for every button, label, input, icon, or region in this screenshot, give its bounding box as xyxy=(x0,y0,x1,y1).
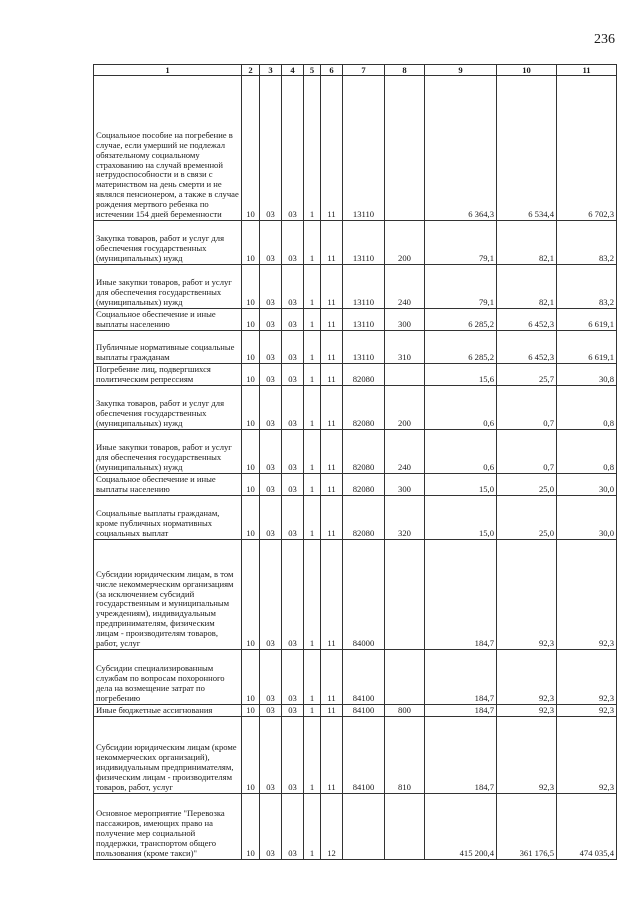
cell-program: 03 xyxy=(282,430,304,474)
cell-amount-3: 6 619,1 xyxy=(557,309,617,331)
row-name: Закупка товаров, работ и услуг для обеспечения государственных (муниципальных) нужд xyxy=(94,221,242,265)
cell-amount-3: 0,8 xyxy=(557,430,617,474)
cell-subprogram: 1 xyxy=(304,76,321,221)
column-header: 10 xyxy=(497,65,557,76)
cell-subprogram: 1 xyxy=(304,717,321,794)
cell-amount-2: 92,3 xyxy=(497,717,557,794)
cell-amount-3: 92,3 xyxy=(557,540,617,650)
cell-subsection: 03 xyxy=(260,540,282,650)
cell-subprogram: 1 xyxy=(304,650,321,705)
cell-direction: 13110 xyxy=(343,265,385,309)
cell-subprogram: 1 xyxy=(304,540,321,650)
cell-amount-3: 92,3 xyxy=(557,705,617,717)
cell-subsection: 03 xyxy=(260,496,282,540)
column-header: 1 xyxy=(94,65,242,76)
cell-section: 10 xyxy=(242,705,260,717)
table-row xyxy=(94,331,617,364)
column-header: 3 xyxy=(260,65,282,76)
table-header-row xyxy=(94,65,617,76)
cell-direction: 82080 xyxy=(343,474,385,496)
cell-subsection: 03 xyxy=(260,331,282,364)
row-name: Субсидии юридическим лицам, в том числе некоммерческим организациям (за исключением субсидий государственным и муниципальным учреждениям), индивидуальным предпринимателям, физическим лицам - производителям товаров, работ, услуг xyxy=(94,540,242,650)
column-header: 2 xyxy=(242,65,260,76)
row-name: Основное мероприятие "Перевозка пассажиров, имеющих право на получение мер социальной поддержки, транспортом общего пользования (кроме такси)" xyxy=(94,794,242,860)
cell-subsection: 03 xyxy=(260,309,282,331)
cell-amount-3: 92,3 xyxy=(557,717,617,794)
cell-amount-2: 92,3 xyxy=(497,705,557,717)
cell-section: 10 xyxy=(242,650,260,705)
cell-subsection: 03 xyxy=(260,430,282,474)
table-row xyxy=(94,474,617,496)
cell-amount-3: 0,8 xyxy=(557,386,617,430)
cell-program: 03 xyxy=(282,386,304,430)
cell-direction: 84000 xyxy=(343,540,385,650)
cell-amount-3: 83,2 xyxy=(557,221,617,265)
cell-amount-2: 6 534,4 xyxy=(497,76,557,221)
cell-amount-2: 92,3 xyxy=(497,650,557,705)
column-header: 6 xyxy=(321,65,343,76)
table-row xyxy=(94,540,617,650)
cell-amount-2: 0,7 xyxy=(497,386,557,430)
cell-section: 10 xyxy=(242,430,260,474)
cell-amount-1: 184,7 xyxy=(425,705,497,717)
cell-program: 03 xyxy=(282,265,304,309)
cell-amount-1: 79,1 xyxy=(425,265,497,309)
column-header: 4 xyxy=(282,65,304,76)
cell-program: 03 xyxy=(282,309,304,331)
cell-amount-1: 415 200,4 xyxy=(425,794,497,860)
cell-section: 10 xyxy=(242,540,260,650)
cell-amount-2: 0,7 xyxy=(497,430,557,474)
cell-subsection: 03 xyxy=(260,76,282,221)
cell-program: 03 xyxy=(282,705,304,717)
cell-amount-2: 25,0 xyxy=(497,496,557,540)
cell-subsection: 03 xyxy=(260,221,282,265)
cell-section: 10 xyxy=(242,76,260,221)
cell-expense-type xyxy=(385,650,425,705)
row-name: Публичные нормативные социальные выплаты гражданам xyxy=(94,331,242,364)
cell-amount-3: 92,3 xyxy=(557,650,617,705)
cell-section: 10 xyxy=(242,496,260,540)
cell-direction: 82080 xyxy=(343,430,385,474)
cell-amount-1: 184,7 xyxy=(425,717,497,794)
cell-subprogram: 1 xyxy=(304,364,321,386)
row-name: Субсидии юридическим лицам (кроме некоммерческих организаций), индивидуальным предпринимателям, физическим лицам - производителям товаров, работ, услуг xyxy=(94,717,242,794)
cell-section: 10 xyxy=(242,794,260,860)
column-header: 7 xyxy=(343,65,385,76)
row-name: Социальное обеспечение и иные выплаты населению xyxy=(94,309,242,331)
cell-direction: 82080 xyxy=(343,496,385,540)
cell-subprogram: 1 xyxy=(304,430,321,474)
column-header: 11 xyxy=(557,65,617,76)
cell-amount-3: 474 035,4 xyxy=(557,794,617,860)
cell-section: 10 xyxy=(242,474,260,496)
cell-expense-type: 200 xyxy=(385,221,425,265)
cell-program: 03 xyxy=(282,474,304,496)
table-row xyxy=(94,430,617,474)
row-name: Социальное пособие на погребение в случае, если умерший не подлежал обязательному социальному страхованию на случай временной нетрудоспособности и в связи с материнством на день смерти и не являлся пенсионером, а также в случае рождения мертвого ребенка по истечении 154 дней беременности xyxy=(94,76,242,221)
cell-amount-2: 92,3 xyxy=(497,540,557,650)
table-row xyxy=(94,794,617,860)
cell-subprogram: 1 xyxy=(304,386,321,430)
cell-expense-type: 320 xyxy=(385,496,425,540)
cell-direction: 13110 xyxy=(343,309,385,331)
row-name: Иные закупки товаров, работ и услуг для обеспечения государственных (муниципальных) нужд xyxy=(94,265,242,309)
cell-event: 11 xyxy=(321,705,343,717)
cell-direction xyxy=(343,794,385,860)
cell-amount-1: 0,6 xyxy=(425,386,497,430)
cell-program: 03 xyxy=(282,221,304,265)
cell-amount-2: 6 452,3 xyxy=(497,309,557,331)
cell-amount-1: 184,7 xyxy=(425,650,497,705)
cell-subsection: 03 xyxy=(260,717,282,794)
cell-amount-3: 30,0 xyxy=(557,496,617,540)
cell-expense-type: 300 xyxy=(385,474,425,496)
cell-expense-type: 800 xyxy=(385,705,425,717)
cell-event: 11 xyxy=(321,540,343,650)
cell-amount-1: 15,0 xyxy=(425,496,497,540)
cell-expense-type xyxy=(385,794,425,860)
cell-amount-3: 30,0 xyxy=(557,474,617,496)
cell-expense-type: 810 xyxy=(385,717,425,794)
budget-table xyxy=(93,64,617,860)
row-name: Погребение лиц, подвергшихся политическим репрессиям xyxy=(94,364,242,386)
cell-subprogram: 1 xyxy=(304,331,321,364)
cell-program: 03 xyxy=(282,794,304,860)
row-name: Иные закупки товаров, работ и услуг для обеспечения государственных (муниципальных) нужд xyxy=(94,430,242,474)
cell-section: 10 xyxy=(242,364,260,386)
cell-section: 10 xyxy=(242,386,260,430)
cell-event: 11 xyxy=(321,717,343,794)
column-header: 9 xyxy=(425,65,497,76)
cell-amount-3: 83,2 xyxy=(557,265,617,309)
row-name: Субсидии специализированным службам по вопросам похоронного дела на возмещение затрат по погребению xyxy=(94,650,242,705)
cell-direction: 13110 xyxy=(343,76,385,221)
table-row xyxy=(94,309,617,331)
column-header: 8 xyxy=(385,65,425,76)
table-row xyxy=(94,221,617,265)
cell-subsection: 03 xyxy=(260,265,282,309)
cell-subprogram: 1 xyxy=(304,794,321,860)
cell-section: 10 xyxy=(242,265,260,309)
table-row xyxy=(94,717,617,794)
cell-event: 11 xyxy=(321,76,343,221)
row-name: Социальные выплаты гражданам, кроме публичных нормативных социальных выплат xyxy=(94,496,242,540)
cell-event: 11 xyxy=(321,331,343,364)
cell-program: 03 xyxy=(282,717,304,794)
cell-amount-1: 79,1 xyxy=(425,221,497,265)
cell-direction: 13110 xyxy=(343,331,385,364)
row-name: Социальное обеспечение и иные выплаты населению xyxy=(94,474,242,496)
cell-amount-2: 82,1 xyxy=(497,221,557,265)
cell-expense-type: 240 xyxy=(385,265,425,309)
cell-subsection: 03 xyxy=(260,364,282,386)
table-row xyxy=(94,76,617,221)
cell-amount-1: 6 285,2 xyxy=(425,309,497,331)
cell-expense-type xyxy=(385,540,425,650)
cell-amount-1: 184,7 xyxy=(425,540,497,650)
column-header: 5 xyxy=(304,65,321,76)
cell-subsection: 03 xyxy=(260,794,282,860)
cell-direction: 84100 xyxy=(343,717,385,794)
cell-expense-type: 300 xyxy=(385,309,425,331)
cell-event: 11 xyxy=(321,265,343,309)
table-row xyxy=(94,496,617,540)
cell-program: 03 xyxy=(282,331,304,364)
cell-direction: 82080 xyxy=(343,386,385,430)
cell-direction: 13110 xyxy=(343,221,385,265)
cell-amount-1: 6 364,3 xyxy=(425,76,497,221)
table-row xyxy=(94,705,617,717)
cell-direction: 84100 xyxy=(343,650,385,705)
cell-amount-2: 6 452,3 xyxy=(497,331,557,364)
cell-subsection: 03 xyxy=(260,705,282,717)
cell-event: 11 xyxy=(321,221,343,265)
cell-expense-type: 200 xyxy=(385,386,425,430)
table-row xyxy=(94,364,617,386)
cell-subprogram: 1 xyxy=(304,265,321,309)
cell-amount-1: 6 285,2 xyxy=(425,331,497,364)
cell-amount-3: 6 619,1 xyxy=(557,331,617,364)
cell-subprogram: 1 xyxy=(304,221,321,265)
cell-amount-2: 25,7 xyxy=(497,364,557,386)
table-row xyxy=(94,265,617,309)
cell-program: 03 xyxy=(282,76,304,221)
table-row xyxy=(94,650,617,705)
cell-subprogram: 1 xyxy=(304,309,321,331)
cell-subsection: 03 xyxy=(260,386,282,430)
cell-event: 12 xyxy=(321,794,343,860)
cell-event: 11 xyxy=(321,430,343,474)
row-name: Закупка товаров, работ и услуг для обеспечения государственных (муниципальных) нужд xyxy=(94,386,242,430)
cell-amount-3: 30,8 xyxy=(557,364,617,386)
cell-amount-1: 0,6 xyxy=(425,430,497,474)
cell-program: 03 xyxy=(282,364,304,386)
cell-section: 10 xyxy=(242,221,260,265)
cell-event: 11 xyxy=(321,650,343,705)
cell-expense-type xyxy=(385,364,425,386)
cell-program: 03 xyxy=(282,540,304,650)
cell-subprogram: 1 xyxy=(304,496,321,540)
cell-event: 11 xyxy=(321,309,343,331)
row-name: Иные бюджетные ассигнования xyxy=(94,705,242,717)
cell-subsection: 03 xyxy=(260,650,282,705)
cell-subprogram: 1 xyxy=(304,705,321,717)
table-row xyxy=(94,386,617,430)
cell-section: 10 xyxy=(242,309,260,331)
cell-program: 03 xyxy=(282,496,304,540)
cell-section: 10 xyxy=(242,331,260,364)
cell-event: 11 xyxy=(321,496,343,540)
cell-amount-2: 25,0 xyxy=(497,474,557,496)
cell-program: 03 xyxy=(282,650,304,705)
cell-amount-1: 15,0 xyxy=(425,474,497,496)
cell-amount-2: 82,1 xyxy=(497,265,557,309)
cell-subprogram: 1 xyxy=(304,474,321,496)
cell-amount-2: 361 176,5 xyxy=(497,794,557,860)
cell-subsection: 03 xyxy=(260,474,282,496)
cell-amount-3: 6 702,3 xyxy=(557,76,617,221)
cell-expense-type: 310 xyxy=(385,331,425,364)
cell-section: 10 xyxy=(242,717,260,794)
cell-amount-1: 15,6 xyxy=(425,364,497,386)
cell-event: 11 xyxy=(321,386,343,430)
cell-event: 11 xyxy=(321,474,343,496)
cell-expense-type xyxy=(385,76,425,221)
cell-expense-type: 240 xyxy=(385,430,425,474)
cell-direction: 82080 xyxy=(343,364,385,386)
cell-event: 11 xyxy=(321,364,343,386)
cell-direction: 84100 xyxy=(343,705,385,717)
page-number: 236 xyxy=(594,32,615,47)
